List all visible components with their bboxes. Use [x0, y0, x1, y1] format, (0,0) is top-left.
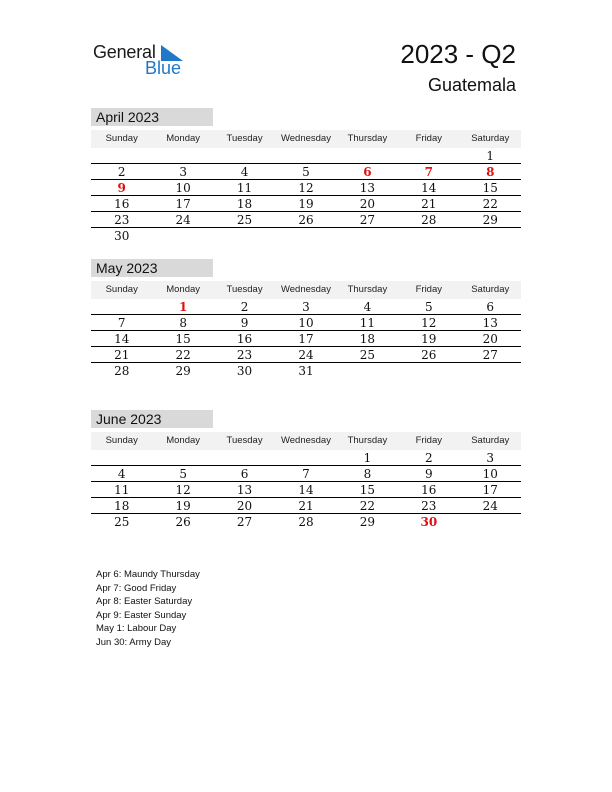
- weekday-label: Tuesday: [226, 284, 263, 295]
- week-row: [91, 347, 521, 363]
- holiday-list-item: Jun 30: Army Day: [96, 636, 171, 648]
- date-cell: 2: [425, 451, 433, 465]
- date-cell: 15: [359, 483, 376, 497]
- empty-cell: [152, 148, 213, 163]
- holiday-list: [96, 568, 200, 649]
- page-title: 2023 - Q2: [400, 39, 516, 69]
- date-cell: 12: [298, 181, 314, 195]
- date-cell: 16: [421, 483, 437, 497]
- date-cell: 11: [114, 483, 130, 497]
- date-cell: 7: [117, 316, 126, 330]
- weekday-label: Tuesday: [226, 435, 263, 446]
- empty-cell: [398, 228, 459, 244]
- date-cell: 15: [482, 181, 498, 195]
- date-cell: 15: [175, 332, 191, 346]
- month-title: April 2023: [91, 108, 213, 126]
- weekday-label: Friday: [415, 435, 443, 446]
- week-row: [91, 331, 521, 347]
- date-cell: 28: [298, 515, 314, 529]
- date-cell: 19: [421, 332, 437, 346]
- holiday-date: 8: [486, 165, 495, 179]
- weekday-label: Sunday: [105, 133, 138, 144]
- empty-cell: [337, 148, 398, 163]
- week-row: [91, 498, 521, 514]
- date-cell: 29: [482, 213, 498, 227]
- weekday-label: Tuesday: [226, 133, 263, 144]
- date-cell: 17: [482, 483, 498, 497]
- date-cell: 10: [298, 316, 314, 330]
- holiday-list-item: Apr 7: Good Friday: [96, 582, 177, 594]
- empty-cell: [214, 228, 275, 244]
- date-cell: 28: [421, 213, 437, 227]
- date-cell: 22: [359, 499, 376, 513]
- date-cell: 21: [421, 197, 437, 211]
- date-cell: 18: [114, 499, 130, 513]
- date-cell: 31: [298, 364, 314, 378]
- weekday-label: Saturday: [471, 133, 510, 144]
- date-cell: 11: [236, 181, 253, 195]
- weekday-label: Thursday: [347, 133, 388, 144]
- date-cell: 11: [359, 316, 376, 330]
- holiday-list-item: Apr 6: Maundy Thursday: [96, 569, 200, 580]
- weekday-label: Friday: [415, 133, 443, 144]
- empty-cell: [337, 363, 398, 379]
- weekday-label: Monday: [166, 435, 201, 446]
- weekday-header-row: [91, 281, 521, 299]
- date-cell: 10: [482, 467, 498, 481]
- week-row: [91, 164, 521, 180]
- date-cell: 8: [363, 467, 372, 481]
- date-cell: 29: [359, 515, 376, 529]
- date-cell: 23: [421, 499, 437, 513]
- date-cell: 20: [482, 332, 498, 346]
- date-cell: 30: [114, 229, 130, 243]
- weekday-label: Thursday: [347, 284, 388, 295]
- empty-cell: [460, 228, 521, 244]
- holiday-date: 7: [424, 165, 433, 179]
- holiday-list-item: Apr 9: Easter Sunday: [96, 609, 187, 621]
- weekday-label: Sunday: [105, 284, 138, 295]
- date-cell: 22: [175, 348, 191, 362]
- date-cell: 27: [236, 515, 253, 529]
- empty-cell: [275, 450, 336, 465]
- month-june: [91, 410, 521, 530]
- date-cell: 24: [298, 348, 314, 362]
- date-cell: 29: [175, 364, 191, 378]
- date-cell: 3: [302, 300, 310, 314]
- date-cell: 21: [114, 348, 130, 362]
- week-row: [91, 450, 521, 466]
- holiday-date: 9: [117, 181, 126, 195]
- empty-cell: [91, 450, 152, 465]
- date-cell: 7: [302, 467, 310, 481]
- empty-cell: [214, 148, 275, 163]
- date-cell: 10: [175, 181, 191, 195]
- date-cell: 24: [482, 499, 498, 513]
- date-cell: 17: [175, 197, 191, 211]
- empty-cell: [337, 228, 398, 244]
- empty-cell: [91, 299, 152, 314]
- week-row: [91, 315, 521, 331]
- date-cell: 12: [421, 316, 437, 330]
- date-cell: 6: [486, 300, 495, 314]
- empty-cell: [275, 228, 336, 244]
- weekday-label: Wednesday: [280, 133, 331, 144]
- date-cell: 9: [425, 467, 433, 481]
- date-cell: 3: [486, 451, 495, 465]
- date-cell: 4: [117, 467, 126, 481]
- weekday-label: Saturday: [471, 284, 510, 295]
- holiday-date: 6: [363, 165, 372, 179]
- date-cell: 5: [302, 165, 310, 179]
- date-cell: 23: [236, 348, 253, 362]
- weekday-header-row: [91, 432, 521, 450]
- holiday-date: 30: [420, 515, 438, 529]
- date-cell: 9: [240, 316, 249, 330]
- empty-cell: [275, 148, 336, 163]
- weekday-label: Thursday: [347, 435, 388, 446]
- weekday-header-row: [91, 130, 521, 148]
- empty-cell: [91, 148, 152, 163]
- holiday-date: 1: [178, 300, 188, 314]
- week-row: [91, 482, 521, 498]
- date-cell: 5: [179, 467, 187, 481]
- week-row: [91, 299, 521, 315]
- date-cell: 2: [240, 300, 249, 314]
- date-cell: 5: [425, 300, 433, 314]
- weekday-label: Wednesday: [280, 284, 331, 295]
- empty-cell: [460, 514, 521, 530]
- weekday-label: Sunday: [105, 435, 138, 446]
- date-cell: 30: [236, 364, 253, 378]
- date-cell: 3: [179, 165, 187, 179]
- week-row: [91, 212, 521, 228]
- weekday-label: Monday: [166, 133, 201, 144]
- date-cell: 23: [114, 213, 130, 227]
- month-may: [91, 259, 521, 379]
- empty-cell: [398, 148, 459, 163]
- date-cell: 22: [482, 197, 498, 211]
- date-cell: 8: [179, 316, 187, 330]
- month-april: [91, 108, 521, 244]
- holiday-list-item: Apr 8: Easter Saturday: [96, 596, 193, 607]
- date-cell: 28: [114, 364, 130, 378]
- date-cell: 14: [114, 332, 130, 346]
- date-cell: 26: [298, 213, 314, 227]
- date-cell: 13: [359, 181, 376, 195]
- date-cell: 16: [236, 332, 253, 346]
- date-cell: 4: [363, 300, 372, 314]
- weekday-label: Monday: [166, 284, 201, 295]
- week-row: [91, 363, 521, 379]
- month-title: May 2023: [91, 259, 213, 277]
- weekday-label: Wednesday: [280, 435, 331, 446]
- date-cell: 13: [236, 483, 253, 497]
- date-cell: 25: [236, 213, 253, 227]
- date-cell: 12: [175, 483, 191, 497]
- week-row: [91, 196, 521, 212]
- week-row: [91, 180, 521, 196]
- date-cell: 20: [359, 197, 376, 211]
- logo-text-blue: Blue: [145, 58, 182, 78]
- date-cell: 21: [298, 499, 314, 513]
- date-cell: 26: [421, 348, 437, 362]
- date-cell: 19: [298, 197, 314, 211]
- country-name: Guatemala: [427, 75, 516, 95]
- month-title: June 2023: [91, 410, 213, 428]
- date-cell: 14: [298, 483, 314, 497]
- date-cell: 1: [486, 149, 495, 163]
- date-cell: 27: [482, 348, 498, 362]
- empty-cell: [152, 450, 213, 465]
- date-cell: 1: [363, 451, 372, 465]
- date-cell: 16: [114, 197, 130, 211]
- date-cell: 18: [236, 197, 253, 211]
- date-cell: 4: [240, 165, 249, 179]
- date-cell: 25: [114, 515, 130, 529]
- empty-cell: [152, 228, 213, 244]
- empty-cell: [214, 450, 275, 465]
- holiday-list-item: May 1: Labour Day: [96, 623, 177, 634]
- week-row: [91, 466, 521, 482]
- date-cell: 26: [175, 515, 191, 529]
- date-cell: 18: [359, 332, 376, 346]
- date-cell: 24: [175, 213, 191, 227]
- date-cell: 19: [175, 499, 191, 513]
- week-row: [91, 514, 521, 530]
- date-cell: 6: [240, 467, 249, 481]
- weekday-label: Saturday: [471, 435, 510, 446]
- weekday-label: Friday: [415, 284, 443, 295]
- date-cell: 27: [359, 213, 376, 227]
- logo-text-general: General: [93, 42, 156, 62]
- empty-cell: [398, 363, 459, 379]
- week-row: [91, 148, 521, 164]
- week-row: [91, 228, 521, 244]
- logo: [93, 42, 193, 78]
- date-cell: 25: [359, 348, 376, 362]
- date-cell: 2: [117, 165, 126, 179]
- empty-cell: [460, 363, 521, 379]
- date-cell: 20: [236, 499, 253, 513]
- date-cell: 17: [298, 332, 314, 346]
- date-cell: 14: [421, 181, 437, 195]
- date-cell: 13: [482, 316, 498, 330]
